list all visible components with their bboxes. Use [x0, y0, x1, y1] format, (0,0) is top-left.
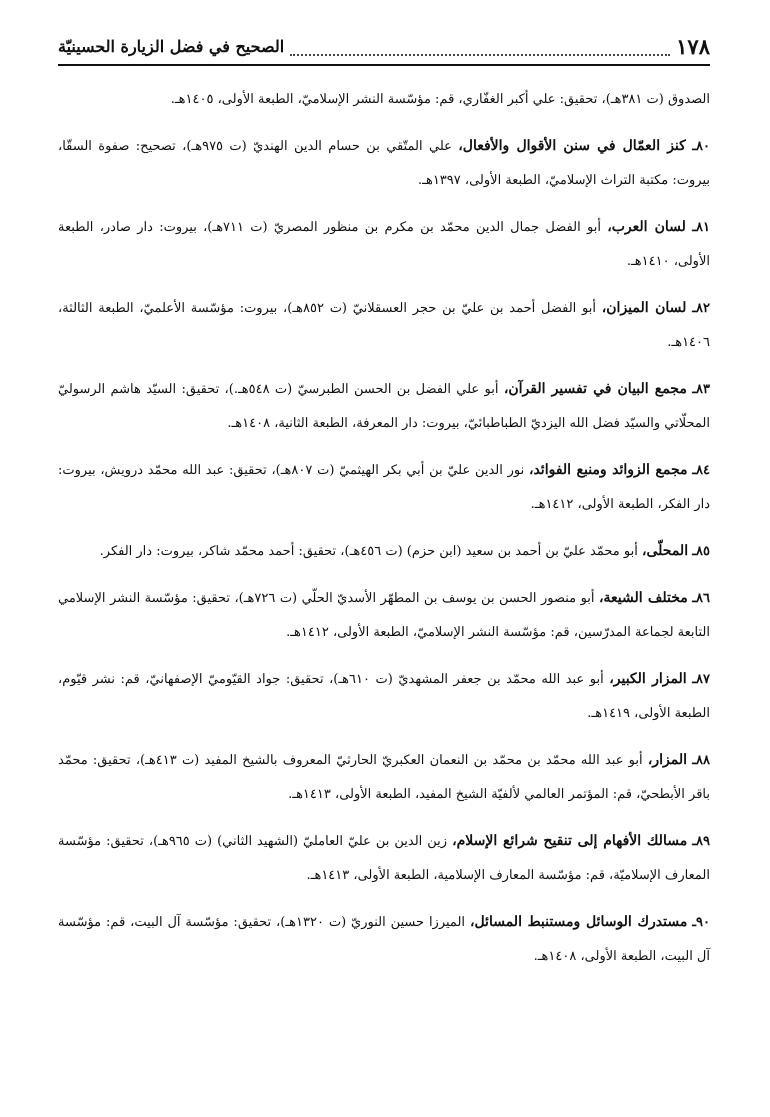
entry-number: ٨٠ـ — [692, 139, 710, 154]
entry-number: ٨٩ـ — [692, 834, 711, 849]
entry-details: أبو علي الفضل بن الحسن الطبرسيّ (ت ٥٤٨هـ.)، تحقيق: السيّد هاشم الرسوليّ المحلّاتي والسيّد فضل الله اليزديّ الطباطبائيّ، بيروت: دار المعرفة، الطبعة الثانية، ١٤٠٨هـ. — [58, 382, 710, 431]
entry-title: مختلف الشيعة، — [599, 590, 688, 606]
entry-details: الصدوق (ت ٣٨١هـ)، تحقيق: علي أكبر الغفّاري، قم: مؤسّسة النشر الإسلاميّ، الطبعة الأولى، ١٤٠٥هـ. — [170, 92, 710, 107]
reference-entry — [58, 905, 710, 974]
entry-number: ٩٠ـ — [692, 915, 711, 930]
entry-number: ٨٢ـ — [692, 301, 710, 316]
entry-details: الميرزا حسين النوريّ (ت ١٣٢٠هـ)، تحقيق: مؤسّسة آل البيت، قم: مؤسّسة آل البيت، الطبعة الأولى، ١٤٠٨هـ. — [58, 915, 710, 964]
entry-title: المزار، — [647, 752, 687, 768]
reference-entry — [58, 662, 710, 731]
entry-number: ٨٧ـ — [692, 672, 711, 687]
entry-details: أبو الفضل أحمد بن عليّ بن حجر العسقلانيّ (ت ٨٥٢هـ)، بيروت: مؤسّسة الأعلميّ، الطبعة الثالثة، ١٤٠٦هـ. — [58, 301, 710, 350]
reference-entry — [58, 453, 710, 522]
reference-entry — [58, 743, 710, 812]
entry-title: لسان العرب، — [607, 219, 686, 235]
running-title: الصحيح في فضل الزيارة الحسينيّة — [58, 36, 285, 56]
entry-details: أبو عبد الله محمّد بن جعفر المشهديّ (ت ٦١٠هـ)، تحقيق: جواد القيّوميّ الإصفهانيّ، قم: نشر قيّوم، الطبعة الأولى، ١٤١٩هـ. — [58, 672, 710, 721]
entry-details: علي المتّقي بن حسام الدين الهنديّ (ت ٩٧٥هـ)، تصحيح: صفوة السقّا، بيروت: مكتبة التراث الإسلاميّ، الطبعة الأولى، ١٣٩٧هـ. — [58, 139, 710, 188]
header-dotted-rule — [290, 36, 670, 56]
entry-number: ٨١ـ — [692, 220, 710, 235]
entry-title: المزار الكبير، — [609, 671, 687, 687]
entry-number: ٨٣ـ — [692, 382, 710, 397]
reference-entry — [58, 581, 710, 650]
reference-entry — [58, 210, 710, 279]
entry-number: ٨٨ـ — [692, 753, 710, 768]
reference-entry — [58, 824, 710, 893]
reference-entry — [58, 82, 710, 117]
entry-title: مسالك الأفهام إلى تنقيح شرائع الإسلام، — [452, 833, 688, 849]
reference-entry — [58, 534, 710, 569]
entry-number: ٨٦ـ — [692, 591, 710, 606]
reference-entry — [58, 372, 710, 441]
reference-entry — [58, 129, 710, 198]
entry-number: ٨٥ـ — [692, 544, 710, 559]
entry-details: زين الدين بن عليّ العامليّ (الشهيد الثاني) (ت ٩٦٥هـ)، تحقيق: مؤسّسة المعارف الإسلاميّة، قم: مؤسّسة المعارف الإسلامية، الطبعة الأولى، ١٤١٣هـ. — [58, 834, 710, 883]
entry-title: المحلّى، — [641, 543, 689, 559]
page-header — [58, 28, 710, 66]
entry-title: لسان الميزان، — [601, 300, 687, 316]
entry-title: مجمع البيان في تفسير القرآن، — [503, 381, 687, 397]
entry-title: كنز العمّال في سنن الأقوال والأفعال، — [458, 138, 686, 154]
entry-details: أبو عبد الله محمّد بن محمّد بن النعمان العكبريّ الحارثيّ المعروف بالشيخ المفيد (ت ٤١٣هـ)، تحقيق: محمّد باقر الأبطحيّ، قم: المؤتمر العالمي لألفيّة الشيخ المفيد، الطبعة الأولى، ١٤١٣هـ. — [58, 753, 710, 802]
bibliography-list — [58, 82, 710, 986]
entry-details: أبو الفضل جمال الدين محمّد بن مكرم بن منظور المصريّ (ت ٧١١هـ)، بيروت: دار صادر، الطبعة الأولى، ١٤١٠هـ. — [58, 220, 710, 269]
entry-title: مجمع الزوائد ومنبع الفوائد، — [528, 462, 688, 478]
entry-details: نور الدين عليّ بن أبي بكر الهيثميّ (ت ٨٠٧هـ)، تحقيق: عبد الله محمّد درويش، بيروت: دار الفكر، الطبعة الأولى، ١٤١٢هـ. — [58, 463, 710, 512]
entry-details: أبو منصور الحسن بن يوسف بن المطهّر الأسديّ الحلّي (ت ٧٢٦هـ)، تحقيق: مؤسّسة النشر الإسلامي التابعة لجماعة المدرّسين، قم: مؤسّسة النشر الإسلاميّ، الطبعة الأولى، ١٤١٢هـ. — [58, 591, 710, 640]
entry-details: أبو محمّد عليّ بن أحمد بن سعيد (ابن حزم) (ت ٤٥٦هـ)، تحقيق: أحمد محمّد شاكر، بيروت: دار الفكر. — [99, 544, 638, 559]
entry-title: مستدرك الوسائل ومستنبط المسائل، — [469, 914, 688, 930]
page-number: ١٧٨ — [676, 33, 710, 59]
entry-number: ٨٤ـ — [692, 463, 710, 478]
reference-entry — [58, 291, 710, 360]
